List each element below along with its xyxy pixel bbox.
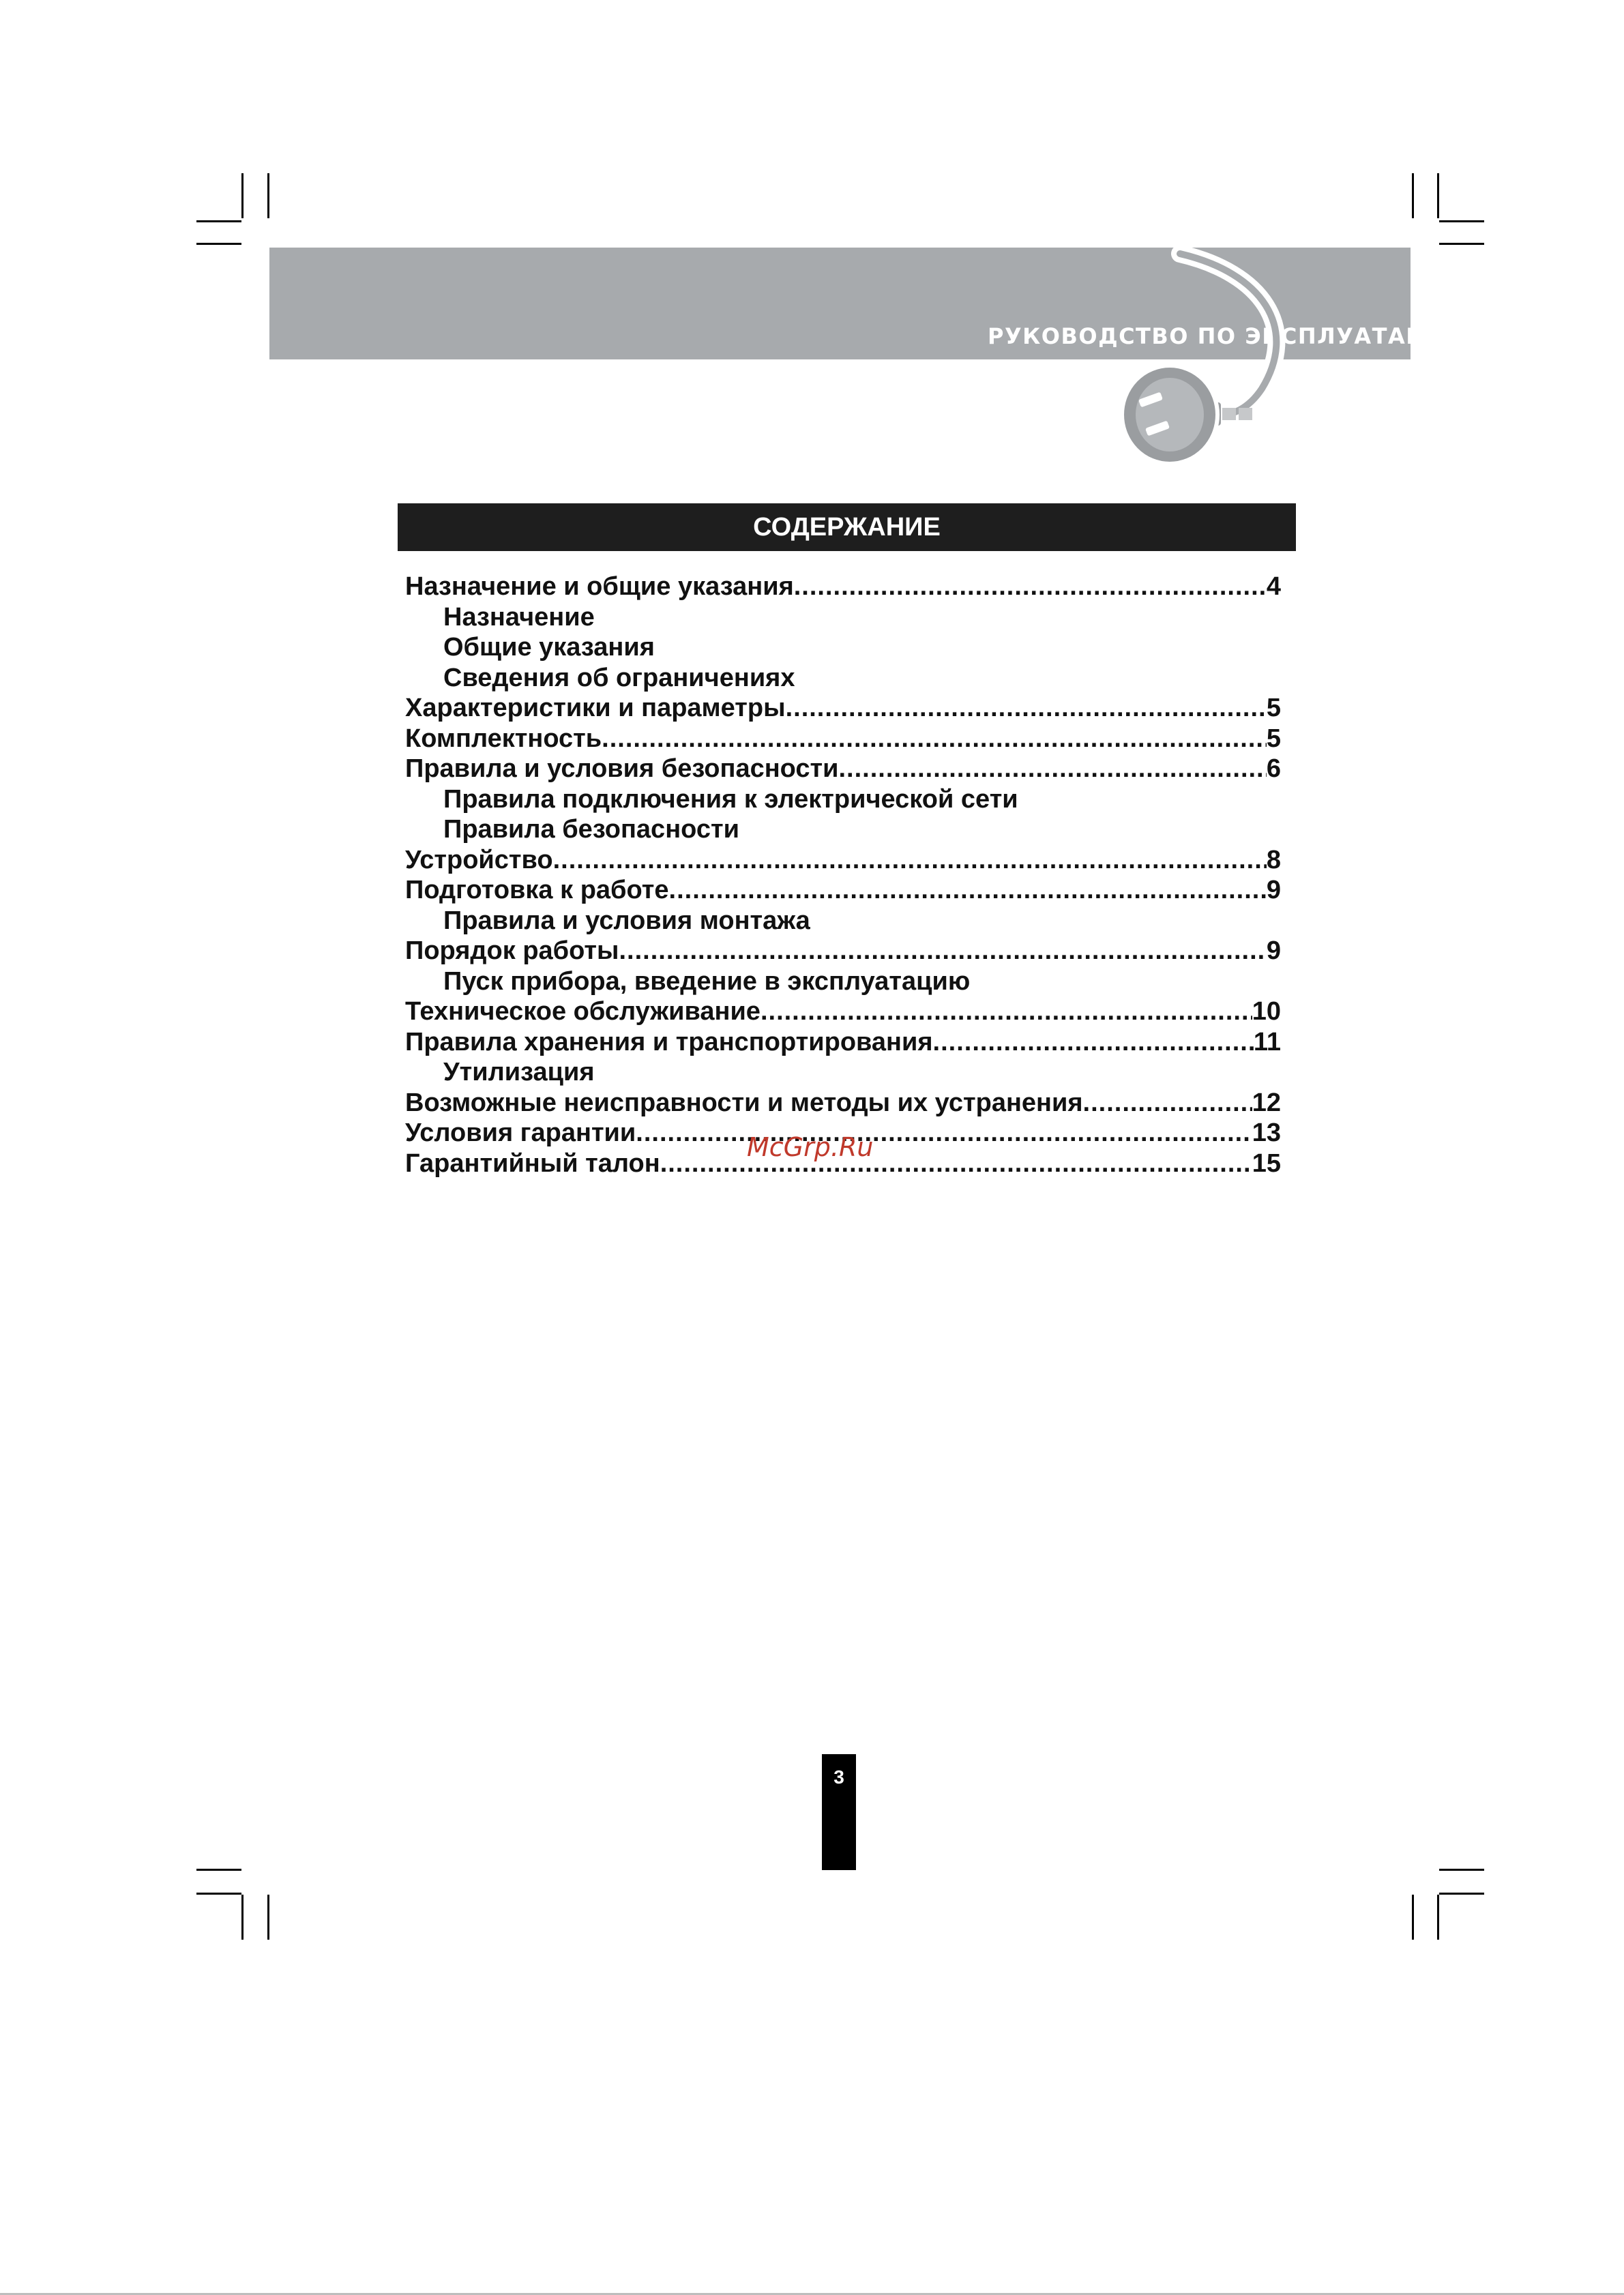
toc-subentry[interactable] (405, 814, 1281, 845)
toc-entry[interactable] (405, 754, 1281, 784)
toc-entry-label: Гарантийный талон (405, 1149, 660, 1178)
toc-entry-page: 9 (1266, 876, 1281, 904)
toc-entry-page: 15 (1252, 1149, 1281, 1178)
watermark: McGrp.Ru (747, 1132, 874, 1162)
crop-mark (1439, 1893, 1484, 1895)
dot-leader (794, 572, 1267, 602)
toc-entry[interactable] (405, 875, 1281, 906)
crop-mark (1439, 220, 1484, 222)
dot-leader (553, 845, 1267, 876)
crop-mark (1412, 173, 1414, 218)
toc-entry-label: Правила и условия монтажа (443, 906, 810, 935)
toc-entry-page: 6 (1266, 754, 1281, 783)
toc-entry-label: Комплектность (405, 724, 602, 753)
toc-entry-label: Правила безопасности (443, 815, 739, 844)
toc-entry-label: Возможные неисправности и методы их устранения (405, 1088, 1083, 1117)
toc-entry-page: 4 (1266, 572, 1281, 601)
toc-entry[interactable] (405, 1088, 1281, 1119)
dot-leader (669, 875, 1267, 906)
dot-leader (786, 693, 1267, 724)
toc-subentry[interactable] (405, 663, 1281, 694)
header-title: РУКОВОДСТВО ПО ЭКСПЛУАТАЦИИ (987, 323, 1466, 349)
toc-entry-page: 8 (1266, 845, 1281, 874)
table-of-contents (405, 572, 1281, 1179)
dot-leader (602, 724, 1267, 754)
toc-entry-label: Подготовка к работе (405, 876, 669, 904)
toc-entry-page: 12 (1252, 1088, 1281, 1117)
toc-entry-page: 10 (1252, 997, 1281, 1026)
toc-entry-page: 5 (1266, 724, 1281, 753)
dot-leader (839, 754, 1267, 784)
toc-entry-page: 5 (1266, 694, 1281, 722)
toc-subentry[interactable] (405, 632, 1281, 663)
crop-mark (1439, 243, 1484, 245)
toc-entry[interactable] (405, 693, 1281, 724)
dot-leader (761, 996, 1252, 1027)
toc-banner (398, 503, 1296, 551)
toc-entry[interactable] (405, 724, 1281, 754)
dot-leader (619, 936, 1266, 966)
toc-subentry[interactable] (405, 602, 1281, 633)
toc-title: СОДЕРЖАНИЕ (753, 512, 941, 542)
crop-mark (196, 1869, 241, 1871)
toc-entry[interactable] (405, 845, 1281, 876)
toc-entry-label: Общие указания (443, 633, 655, 662)
toc-entry-label: Утилизация (443, 1058, 595, 1086)
toc-entry-page: 13 (1252, 1119, 1281, 1147)
toc-entry-label: Назначение и общие указания (405, 572, 794, 601)
page-number: 3 (833, 1766, 844, 1788)
toc-entry[interactable] (405, 996, 1281, 1027)
toc-entry-label: Пуск прибора, введение в эксплуатацию (443, 966, 971, 996)
toc-entry-label: Правила и условия безопасности (405, 754, 839, 783)
crop-mark (1439, 1869, 1484, 1871)
crop-mark (196, 243, 241, 245)
toc-entry[interactable] (405, 572, 1281, 602)
toc-entry[interactable] (405, 1027, 1281, 1058)
toc-entry-label: Порядок работы (405, 936, 619, 965)
toc-entry[interactable] (405, 936, 1281, 966)
crop-mark (1437, 1895, 1439, 1940)
toc-subentry[interactable] (405, 784, 1281, 815)
crop-mark (241, 1895, 243, 1940)
toc-entry-label: Условия гарантии (405, 1119, 636, 1147)
dot-leader (1083, 1088, 1252, 1119)
toc-subentry[interactable] (405, 1057, 1281, 1088)
power-plug-icon (1105, 246, 1303, 464)
toc-entry-label: Правила подключения к электрической сети (443, 784, 1018, 814)
toc-entry-label: Устройство (405, 845, 553, 874)
crop-mark (267, 173, 269, 218)
toc-entry-label: Техническое обслуживание (405, 997, 761, 1026)
page-number-box (822, 1754, 856, 1870)
toc-entry-label: Назначение (443, 602, 595, 632)
toc-subentry[interactable] (405, 906, 1281, 936)
dot-leader (933, 1027, 1254, 1058)
toc-entry-label: Правила хранения и транспортирования (405, 1027, 933, 1056)
toc-entry-label: Сведения об ограничениях (443, 663, 795, 692)
toc-entry-page: 9 (1266, 936, 1281, 965)
toc-entry-label: Характеристики и параметры (405, 694, 786, 722)
crop-mark (241, 173, 243, 218)
dot-leader (636, 1118, 1252, 1149)
toc-subentry[interactable] (405, 966, 1281, 997)
crop-mark (196, 1893, 241, 1895)
crop-mark (196, 220, 241, 222)
crop-mark (267, 1895, 269, 1940)
toc-entry-page: 11 (1253, 1027, 1281, 1056)
crop-mark (1437, 173, 1439, 218)
crop-mark (1412, 1895, 1414, 1940)
